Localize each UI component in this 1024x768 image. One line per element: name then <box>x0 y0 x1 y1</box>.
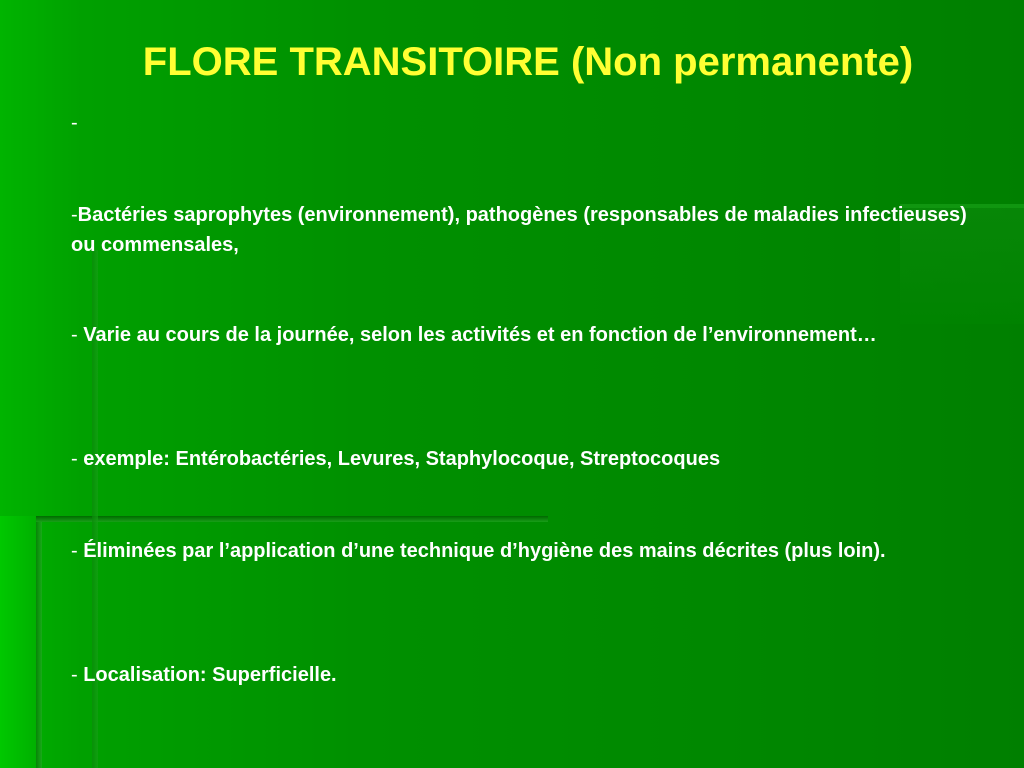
bullet-item <box>71 108 991 138</box>
bullet-dash: - <box>71 324 84 346</box>
bullet-dash: - <box>71 112 78 134</box>
bullet-text: exemple: Entérobactéries, Levures, Staphylocoque, Streptocoques <box>83 448 721 470</box>
bullet-item <box>71 660 991 690</box>
bullet-item <box>71 536 991 566</box>
bullet-dash: - <box>71 448 84 470</box>
decorative-band-horizontal <box>36 516 548 522</box>
bullet-dash: - <box>71 664 84 686</box>
bullet-item <box>71 320 991 350</box>
decorative-line-left <box>36 516 42 768</box>
decorative-band-left <box>0 516 36 768</box>
bullet-item <box>71 200 991 260</box>
bullet-item <box>71 444 991 474</box>
bullet-text: Varie au cours de la journée, selon les activités et en fonction de l’environnement… <box>83 324 877 346</box>
bullet-text: Éliminées par l’application d’une technique d’hygiène des mains décrites (plus loin). <box>83 540 886 562</box>
bullet-text: Bactéries saprophytes (environnement), pathogènes (responsables de maladies infectieuses) ou commensales, <box>71 204 967 256</box>
slide-title: FLORE TRANSITOIRE (Non permanente) <box>142 40 914 84</box>
bullet-text: Localisation: Superficielle. <box>83 664 337 686</box>
bullet-dash: - <box>71 204 78 226</box>
bullet-dash: - <box>71 540 84 562</box>
